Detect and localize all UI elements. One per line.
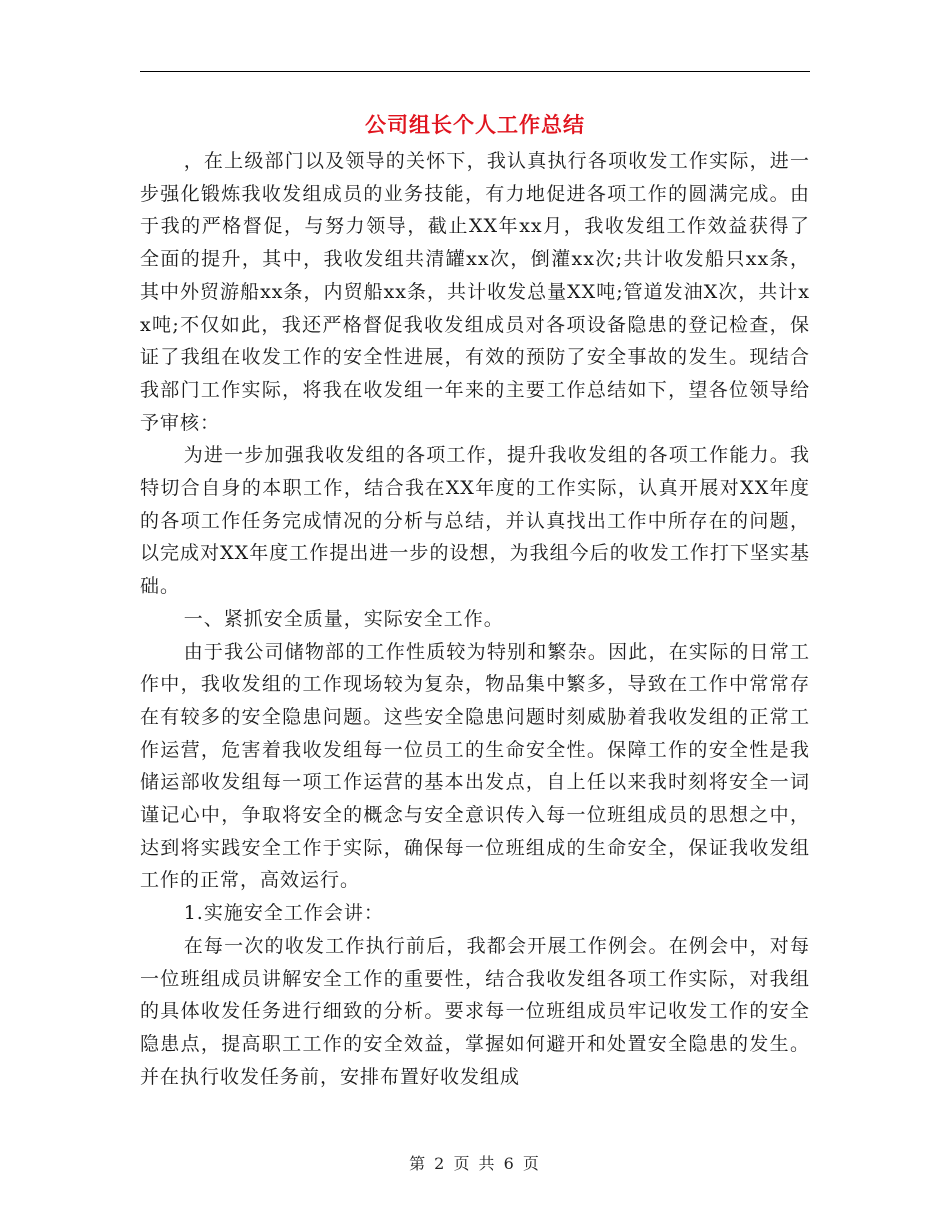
paragraph-safety-meeting: 在每一次的收发工作执行前后，我都会开展工作例会。在例会中，对每一位班组成员讲解安全工作的重要性，结合我收发组各项工作实际，对我组的具体收发任务进行细致的分析。要求每一位班组成员牢记收发工作的安全隐患点，提高职工工作的安全效益，掌握如何避开和处置安全隐患的发生。并在执行收发任务前，安排布置好收发组成: [140, 934, 810, 1088]
document-body: [140, 145, 810, 1093]
section-heading-safety: 一、紧抓安全质量，实际安全工作。: [183, 607, 504, 630]
paragraph-intro: ，在上级部门以及领导的关怀下，我认真执行各项收发工作实际，进一步强化锻炼我收发组成员的业务技能，有力地促进各项工作的圆满完成。由于我的严格督促，与努力领导，截止XX年xx月，我收发组工作效益获得了全面的提升，其中，我收发组共清罐xx次，倒灌xx次;共计收发船只xx条，其中外贸游船xx条，内贸船xx条，共计收发总量XX吨;管道发油X次，共计xx吨;不仅如此，我还严格督促我收发组成员对各项设备隐患的登记检查，保证了我组在收发工作的安全性进展，有效的预防了安全事故的发生。现结合我部门工作实际，将我在收发组一年来的主要工作总结如下，望各位领导给予审核：: [140, 150, 810, 434]
header-rule: [140, 71, 810, 72]
subheading-safety-meeting: 1.实施安全工作会讲：: [183, 902, 384, 925]
document-title: 公司组长个人工作总结: [365, 112, 585, 137]
page-number: 第 2 页 共 6 页: [409, 1154, 541, 1173]
paragraph-safety: 由于我公司储物部的工作性质较为特别和繁杂。因此，在实际的日常工作中，我收发组的工作现场较为复杂，物品集中繁多，导致在工作中常常存在有较多的安全隐患问题。这些安全隐患问题时刻威胁着我收发组的正常工作运营，危害着我收发组每一位员工的生命安全性。保障工作的安全性是我储运部收发组每一项工作运营的基本出发点，自上任以来我时刻将安全一词谨记心中，争取将安全的概念与安全意识传入每一位班组成员的思想之中，达到将实践安全工作于实际，确保每一位班组成的生命安全，保证我收发组工作的正常，高效运行。: [140, 640, 810, 892]
paragraph-purpose: 为进一步加强我收发组的各项工作，提升我收发组的各项工作能力。我特切合自身的本职工作，结合我在XX年度的工作实际，认真开展对XX年度的各项工作任务完成情况的分析与总结，并认真找出工作中所存在的问题，以完成对XX年度工作提出进一步的设想，为我组今后的收发工作打下坚实基础。: [140, 444, 810, 598]
